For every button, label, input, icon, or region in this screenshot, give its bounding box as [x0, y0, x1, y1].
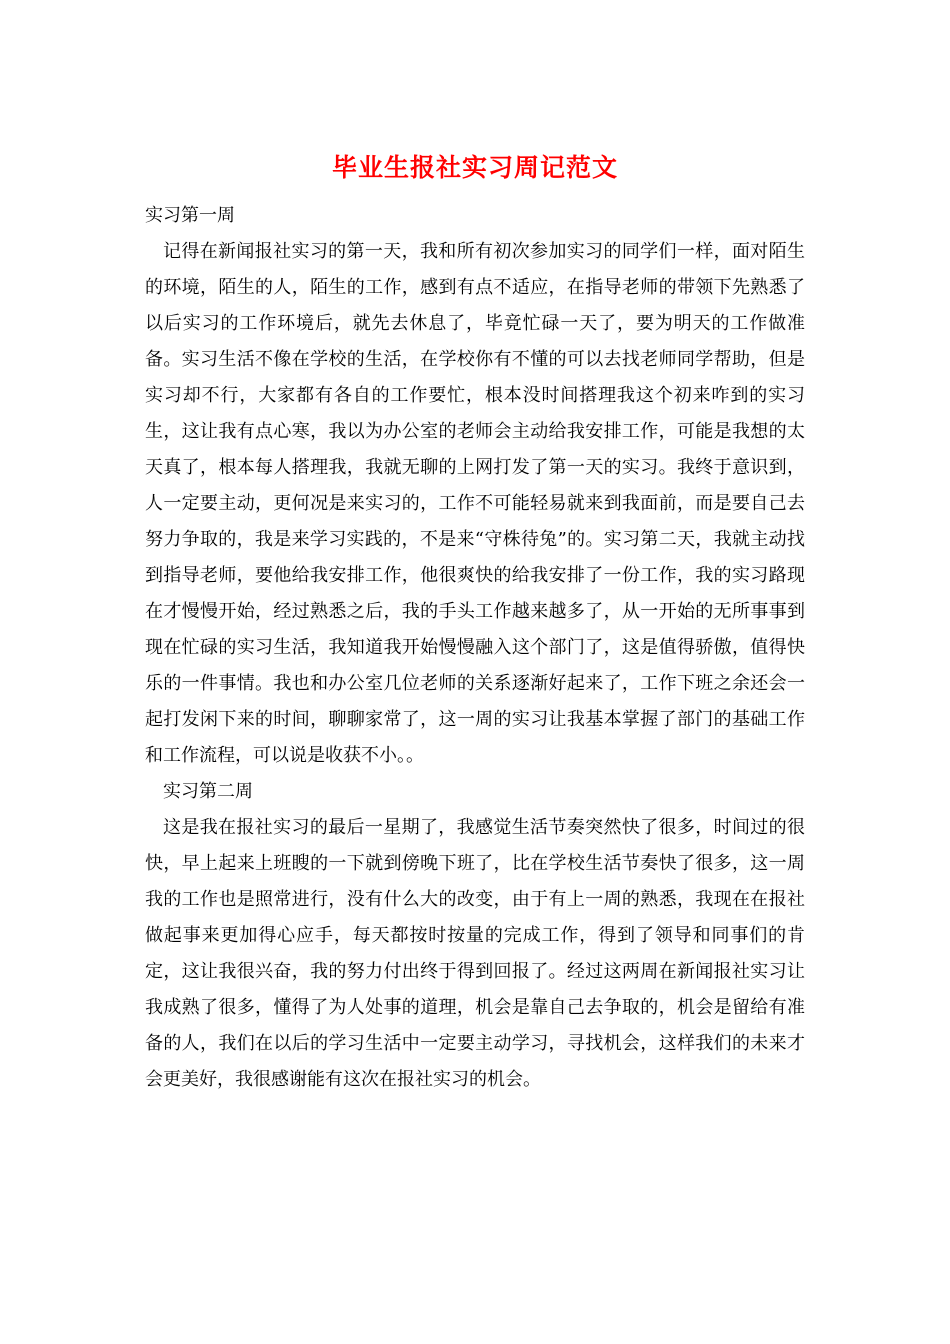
section-heading-week-2: 实习第二周: [163, 781, 253, 802]
section-paragraph-week-1: 记得在新闻报社实习的第一天，我和所有初次参加实习的同学们一样，面对陌生的环境，陌生的人，陌生的工作，感到有点不适应，在指导老师的带领下先熟悉了以后实习的工作环境后，就先去休息了，毕竟忙碌一天了，要为明天的工作做准备。实习生活不像在学校的生活，在学校你有不懂的可以去找老师同学帮助，但是实习却不行，大家都有各自的工作要忙，根本没时间搭理我这个初来咋到的实习生，这让我有点心寒，我以为办公室的老师会主动给我安排工作，可能是我想的太天真了，根本每人搭理我，我就无聊的上网打发了第一天的实习。我终于意识到，人一定要主动，更何况是来实习的，工作不可能轻易就来到我面前，而是要自己去努力争取的，我是来学习实践的，不是来“守株待兔”的。实习第二天，我就主动找到指导老师，要他给我安排工作，他很爽快的给我安排了一份工作，我的实习路现在才慢慢开始，经过熟悉之后，我的手头工作越来越多了，从一开始的无所事事到现在忙碌的实习生活，我知道我开始慢慢融入这个部门了，这是值得骄傲，值得快乐的一件事情。我也和办公室几位老师的关系逐渐好起来了，工作下班之余还会一起打发闲下来的时间，聊聊家常了，这一周的实习让我基本掌握了部门的基础工作和工作流程，可以说是收获不小。。: [145, 241, 805, 766]
section-heading-week-1: 实习第一周: [145, 205, 235, 226]
document-body: [145, 198, 805, 1098]
document-title: 毕业生报社实习周记范文: [331, 153, 618, 182]
section-paragraph-week-2: 这是我在报社实习的最后一星期了，我感觉生活节奏突然快了很多，时间过的很快，早上起来上班瞍的一下就到傍晚下班了，比在学校生活节奏快了很多，这一周我的工作也是照常进行，没有什么大的改变，由于有上一周的熟悉，我现在在报社做起事来更加得心应手，每天都按时按量的完成工作，得到了领导和同事们的肯定，这让我很兴奋，我的努力付出终于得到回报了。经过这两周在新闻报社实习让我成熟了很多，懂得了为人处事的道理，机会是靠自己去争取的，机会是留给有准备的人，我们在以后的学习生活中一定要主动学习，寻找机会，这样我们的未来才会更美好，我很感谢能有这次在报社实习的机会。: [145, 817, 805, 1090]
